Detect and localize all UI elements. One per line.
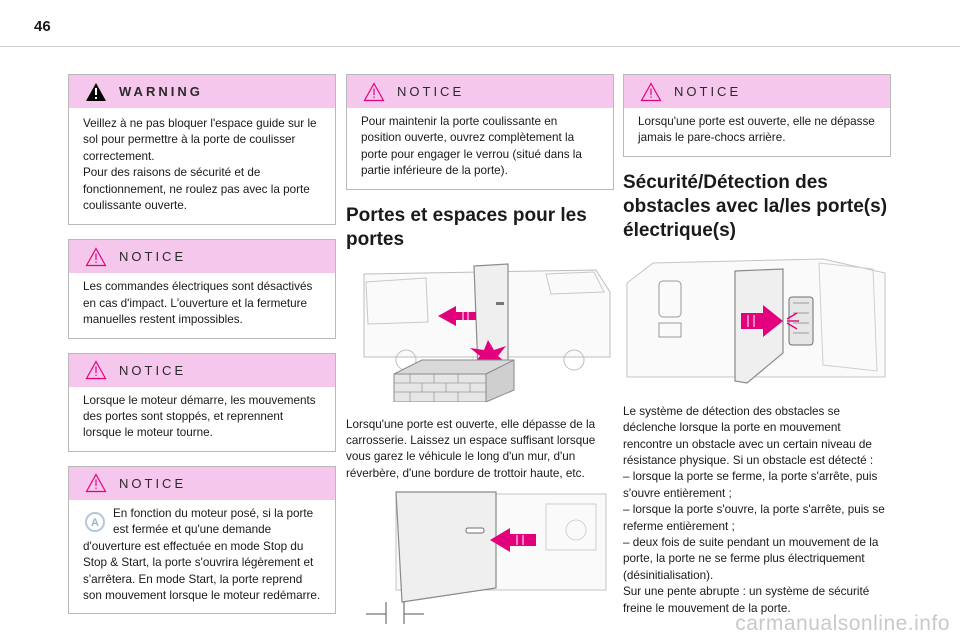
notice-icon — [640, 82, 662, 102]
notice-box-2 — [68, 353, 336, 452]
notice-text: Pour maintenir la porte coulissante en position ouverte, ouvrez complètement la porte pour engager le verrou (situé dans la partie inférieure de la porte). — [361, 115, 582, 178]
notice-body — [69, 500, 335, 613]
notice-header — [624, 75, 890, 108]
notice-header — [69, 240, 335, 273]
notice-text: Lorsqu'une porte est ouverte, elle ne dépasse jamais le pare-chocs arrière. — [638, 115, 875, 145]
column-1 — [68, 74, 336, 626]
column-2 — [346, 74, 614, 631]
top-rule — [0, 46, 960, 47]
notice-title: NOTICE — [397, 84, 465, 99]
warning-icon — [85, 82, 107, 102]
section-heading-doors: Portes et espaces pour les portes — [346, 204, 587, 250]
notice-title: NOTICE — [119, 362, 187, 378]
notice-body — [69, 387, 335, 451]
warning-body — [69, 108, 335, 224]
page-number: 46 — [34, 18, 51, 35]
stop-start-icon — [83, 510, 109, 538]
notice-text: En fonction du moteur posé, si la porte est fermée et qu'une demande d'ouverture est effectuée en mode Stop du Stop & Start, la porte s'ouvrira légèrement et s'arrêtera. En mode Start, la porte reprend son mouvement lorsque le moteur redémarre. — [83, 506, 321, 602]
notice-icon — [85, 360, 107, 380]
warning-header — [69, 75, 335, 108]
doors-description: Lorsqu'une porte est ouverte, elle dépasse de la carrosserie. Laissez un espace suffisant lorsque vous garez le véhicule le long d'un mur, d'un réverbère, d'une bordure de trottoir haute, etc. — [346, 417, 596, 480]
column-3 — [623, 74, 891, 617]
warning-box — [68, 74, 336, 225]
warning-text: Veillez à ne pas bloquer l'espace guide sur le sol pour permettre à la porte de coulisser correctement. Pour des raisons de sécurité et de fonctionnement, ne roulez pas avec la porte coulissante ouverte. — [83, 117, 317, 213]
van-side-clearance-illustration — [346, 490, 614, 626]
notice-text: Les commandes électriques sont désactivés en cas d'impact. L'ouverture et la fermeture manuelles restent impossibles. — [83, 280, 313, 327]
notice-icon — [363, 82, 385, 102]
section-heading-obstacle-detection: Sécurité/Détection des obstacles avec la/les porte(s) électrique(s) — [623, 171, 888, 241]
notice-box-5 — [623, 74, 891, 157]
van-door-wall-illustration — [346, 262, 614, 402]
notice-box-3 — [68, 466, 336, 614]
svg-text:A: A — [91, 516, 99, 529]
notice-icon — [85, 473, 107, 493]
notice-header — [347, 75, 613, 108]
notice-box-1 — [68, 239, 336, 338]
notice-header — [69, 467, 335, 500]
door-obstacle-detection-illustration — [623, 253, 891, 391]
obstacle-detection-description: Le système de détection des obstacles se déclenche lorsque la porte en mouvement rencontre un obstacle avec un certain niveau de résistance physique. Si un obstacle est détecté : – lorsque la porte se ferme, la porte s'arrête, puis s'ouvre entièrement ; – lorsque la porte s'ouvre, la porte s'arrête, puis se referme entièrement ; – deux fois de suite pendant un mouvement de la porte, la porte ne se ferme plus électriquement (désinitialisation). Sur une pente abrupte : un système de sécurité freine le mouvement de la porte. — [623, 404, 885, 615]
notice-box-4 — [346, 74, 614, 190]
notice-body — [347, 108, 613, 189]
notice-text: Lorsque le moteur démarre, les mouvements des portes sont stoppés, et reprennent lorsque le moteur tourne. — [83, 393, 316, 440]
notice-body — [624, 108, 890, 156]
notice-body — [69, 273, 335, 337]
notice-title: NOTICE — [119, 475, 187, 491]
notice-header — [69, 354, 335, 387]
notice-title: NOTICE — [674, 84, 742, 99]
warning-title: WARNING — [119, 84, 203, 99]
notice-title: NOTICE — [119, 249, 187, 265]
watermark: carmanualsonline.info — [735, 612, 950, 635]
notice-icon — [85, 247, 107, 267]
